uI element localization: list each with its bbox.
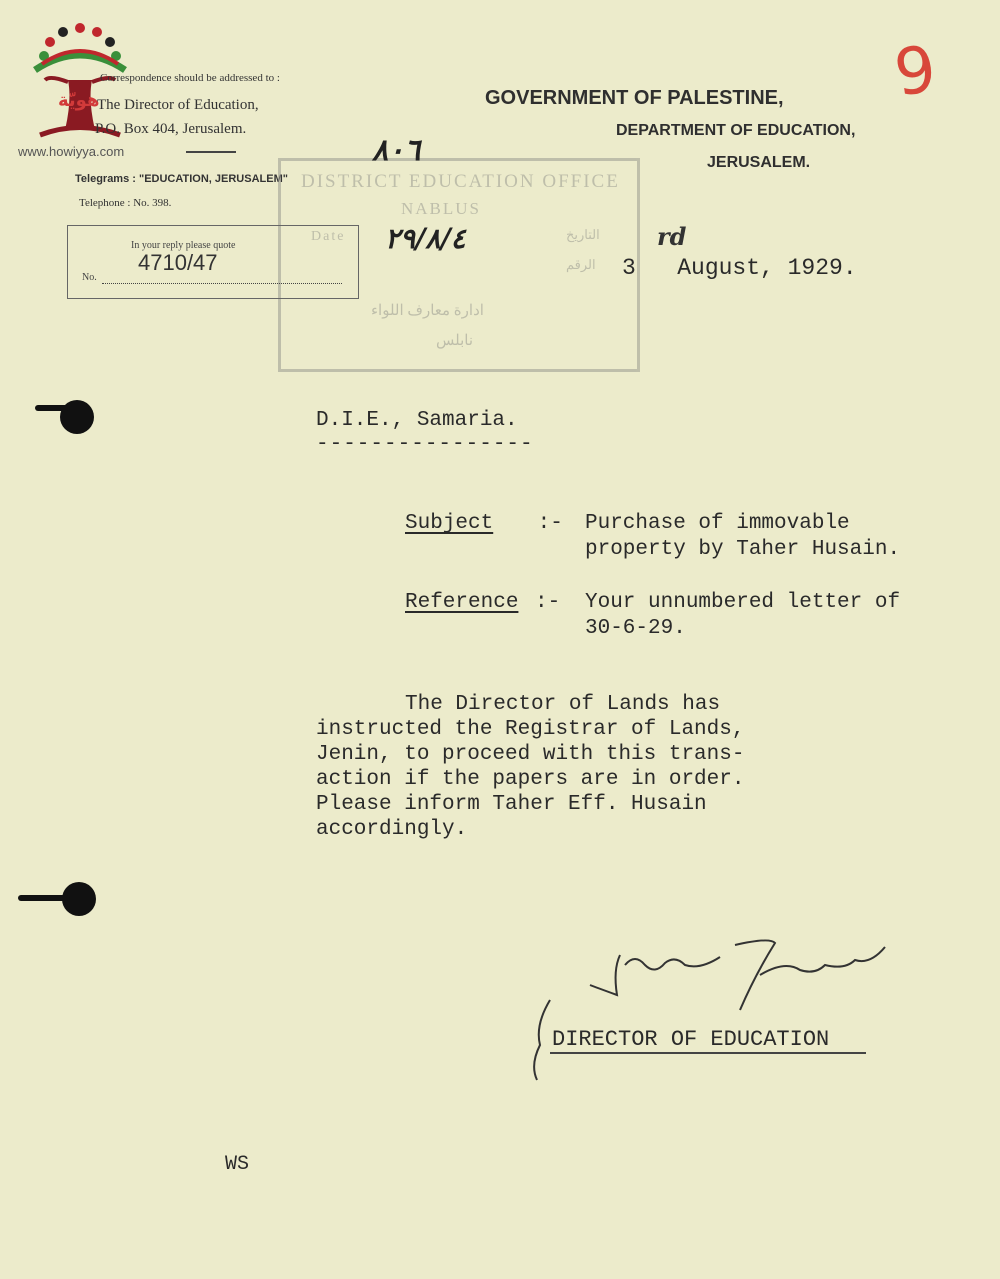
punch-hole-top-tail [35,405,70,411]
reference-box [67,225,359,299]
stamp-arabic-no-label: الرقم [566,257,596,272]
people-circle-icon [35,23,125,70]
address-note: Correspondence should be addressed to : [100,72,280,84]
subject-line-1: Purchase of immovable [585,512,850,535]
reference-hint: In your reply please quote [131,240,236,251]
subject-separator: :- [525,512,563,535]
department-heading: DEPARTMENT OF EDUCATION, [616,122,856,139]
subject-line-2: property by Taher Husain. [585,538,901,561]
reference-label: Reference [405,591,519,614]
city-heading: JERUSALEM. [707,154,811,171]
reference-line-2: 30-6-29. [585,617,686,640]
letterhead-rule [186,151,236,153]
watermark-url: www.howiyya.com [18,144,125,159]
body-line: Please inform Taher Eff. Husain [316,793,707,816]
stamp-city: NABLUS [401,199,482,218]
handwritten-stamp-date: ٢٩/٨/٤ [385,222,466,255]
watermark-arabic-text: هويّة [58,90,100,111]
stamp-arabic-office: ادارة معارف اللواء [371,303,484,319]
letter-date: 3 August, 1929. [622,255,857,281]
addressee: The Director of Education, [97,97,259,113]
reference-number: 4710/47 [138,250,218,275]
typist-initials: WS [225,1153,250,1176]
stamp-arabic-city: نابلس [436,333,474,349]
body-line: instructed the Registrar of Lands, [316,718,745,741]
body-line: action if the papers are in order. [316,768,745,791]
signature-title: DIRECTOR OF EDUCATION [552,1027,830,1052]
reference-separator: :- [535,591,561,614]
handwritten-stamp-number: ٨٠٦ [372,133,421,168]
date-superscript: rd [657,222,687,251]
reference-no-label: No. [82,272,97,283]
po-box: P.O. Box 404, Jerusalem. [95,121,247,137]
body-line: accordingly. [316,818,468,841]
punch-hole-bottom-tail [18,895,70,901]
body-line: Jenin, to proceed with this trans- [316,743,745,766]
stamp-date-label: Date [311,229,346,244]
reference-line-1: Your unnumbered letter of [585,591,901,614]
recipient-rule: ---------------- [316,433,534,456]
body-line: The Director of Lands has [405,693,721,716]
recipient: D.I.E., Samaria. [316,409,518,432]
stamp-arabic-date-label: التاريخ [566,227,600,242]
signature-rule [550,1052,866,1054]
reference-dotted-line [102,283,342,284]
handwritten-signature [525,935,905,1085]
subject-label: Subject [405,512,494,535]
telephone: Telephone : No. 398. [79,197,172,209]
corner-number-annotation: 9 [890,32,941,112]
stamp-office-name: DISTRICT EDUCATION OFFICE [301,171,620,192]
telegrams: Telegrams : "EDUCATION, JERUSALEM" [75,173,288,185]
government-heading: GOVERNMENT OF PALESTINE, [485,87,784,109]
